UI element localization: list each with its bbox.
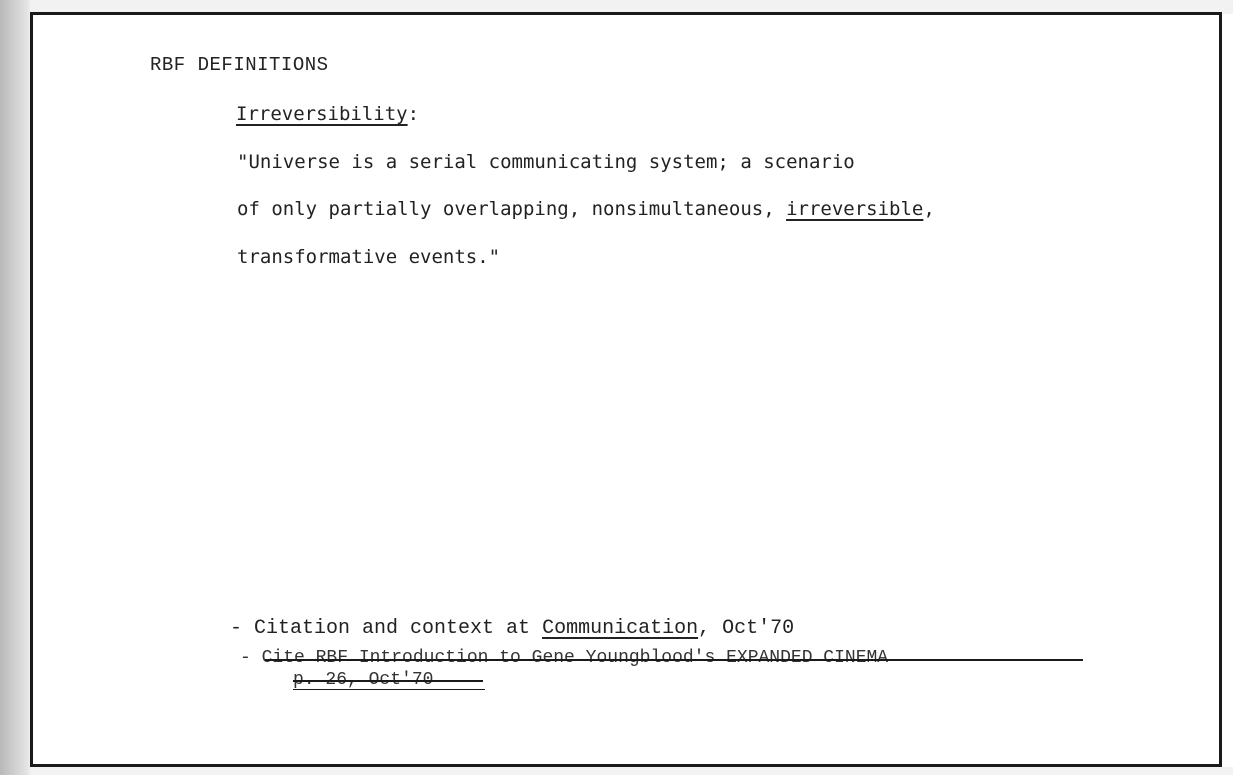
- citation-1-suffix: , Oct'70: [698, 617, 795, 640]
- strikethrough-line-1: [265, 659, 1083, 661]
- scan-shadow-edge: [0, 0, 30, 775]
- scan-bottom-margin: [30, 767, 1233, 775]
- definition-term-line: [236, 102, 419, 126]
- citation-2-struck-text: Cite RBF Introduction to Gene Youngblood's EXPANDED CINEMA: [261, 648, 889, 668]
- citation-2-line-1: [240, 646, 888, 670]
- definition-term-colon: :: [407, 103, 420, 125]
- quote-line-1: "Universe is a serial communicating system; a scenario: [237, 151, 855, 173]
- quote-line-2-start: of only partially overlapping, nonsimultaneous,: [237, 198, 787, 220]
- card-header: RBF DEFINITIONS: [150, 54, 329, 76]
- citation-1-source: Communication: [542, 617, 699, 640]
- citation-1-prefix: - Citation and context at: [230, 617, 543, 640]
- citation-1: [230, 617, 794, 641]
- quote-line-2-end: ,: [923, 198, 935, 220]
- citation-2-dash: -: [240, 648, 262, 668]
- quote-line-3: transformative events.": [237, 246, 501, 268]
- strikethrough-line-2: [293, 680, 483, 682]
- underline-line-2: [293, 689, 485, 690]
- quote-emphasis-irreversible: irreversible: [786, 198, 924, 220]
- citation-2-line-2: p. 26, Oct'70: [293, 670, 434, 690]
- quote-line-2: [237, 197, 935, 221]
- definition-term: Irreversibility: [236, 103, 408, 125]
